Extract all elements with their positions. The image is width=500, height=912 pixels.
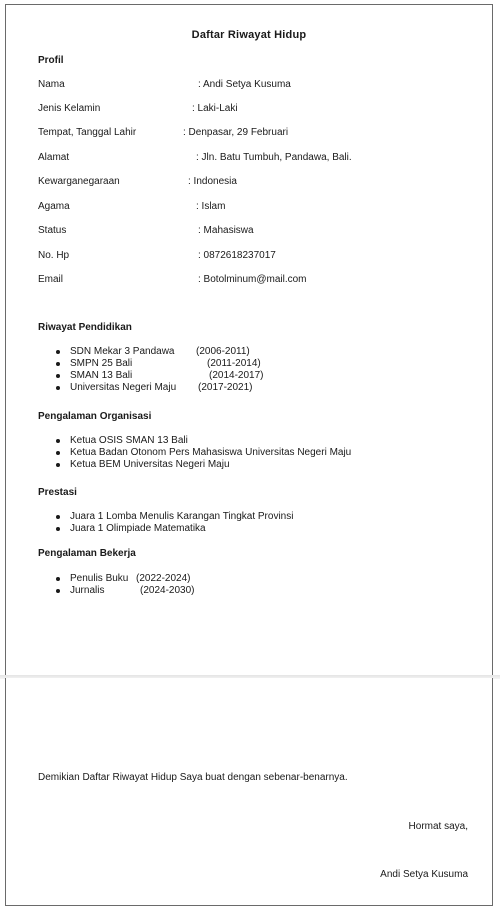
organization-heading: Pengalaman Organisasi [38,411,152,422]
profile-value: : Andi Setya Kusuma [198,79,291,90]
bullet-icon [56,577,60,581]
profile-row-agama [38,201,478,213]
profile-label: Status [38,225,67,236]
achievement-entry: Juara 1 Lomba Menulis Karangan Tingkat Provinsi [70,511,294,522]
education-years: (2014-2017) [209,370,264,381]
profile-label: Nama [38,79,65,90]
profile-row-alamat [38,152,478,164]
profile-label: No. Hp [38,250,70,261]
document-page-1 [5,4,493,676]
profile-label: Agama [38,201,70,212]
profile-heading: Profil [38,55,64,66]
profile-row-nama [38,79,478,91]
education-years: (2006-2011) [196,346,250,357]
bullet-icon [56,463,60,467]
organization-entry: Ketua BEM Universitas Negeri Maju [70,459,230,470]
profile-value: : Indonesia [188,176,237,187]
bullet-icon [56,515,60,519]
education-years: (2011-2014) [207,358,261,369]
bullet-icon [56,374,60,378]
profile-label: Jenis Kelamin [38,103,101,114]
bullet-icon [56,350,60,354]
closing-statement: Demikian Daftar Riwayat Hidup Saya buat dengan sebenar-benarnya. [38,772,348,783]
bullet-icon [56,362,60,366]
profile-row-status [38,225,478,237]
profile-row-tempat-tanggal-lahir [38,127,478,139]
bullet-icon [56,451,60,455]
work-role: Penulis Buku [70,573,129,584]
education-school: SMAN 13 Bali [70,370,133,381]
bullet-icon [56,386,60,390]
profile-value: : 0872618237017 [198,250,276,261]
profile-value: : Denpasar, 29 Februari [183,127,289,138]
organization-entry: Ketua OSIS SMAN 13 Bali [70,435,188,446]
education-years: (2017-2021) [198,382,253,393]
profile-label: Tempat, Tanggal Lahir [38,127,137,138]
signature-name: Andi Setya Kusuma [380,869,468,880]
organization-entry: Ketua Badan Otonom Pers Mahasiswa Universitas Negeri Maju [70,447,352,458]
work-years: (2024-2030) [140,585,195,596]
education-school: SDN Mekar 3 Pandawa [70,346,175,357]
bullet-icon [56,527,60,531]
work-role: Jurnalis [70,585,105,596]
work-heading: Pengalaman Bekerja [38,548,136,559]
closing-regards: Hormat saya, [408,821,468,832]
achievement-entry: Juara 1 Olimpiade Matematika [70,523,206,534]
profile-label: Alamat [38,152,70,163]
bullet-icon [56,589,60,593]
profile-row-no-hp [38,250,478,262]
work-years: (2022-2024) [136,573,191,584]
profile-row-kewarganegaraan [38,176,478,188]
education-school: SMPN 25 Bali [70,358,133,369]
document-title: Daftar Riwayat Hidup [191,29,307,41]
profile-label: Kewarganegaraan [38,176,120,187]
profile-value: : Islam [196,201,226,212]
profile-value: : Mahasiswa [198,225,254,236]
profile-row-email [38,274,478,286]
profile-row-jenis-kelamin [38,103,478,115]
education-heading: Riwayat Pendidikan [38,322,132,333]
achievements-heading: Prestasi [38,487,77,498]
education-school: Universitas Negeri Maju [70,382,177,393]
bullet-icon [56,439,60,443]
profile-value: : Botolminum@mail.com [198,274,307,285]
profile-label: Email [38,274,64,285]
profile-value: : Laki-Laki [192,103,238,114]
profile-value: : Jln. Batu Tumbuh, Pandawa, Bali. [196,152,352,163]
document-page-2 [5,678,493,906]
